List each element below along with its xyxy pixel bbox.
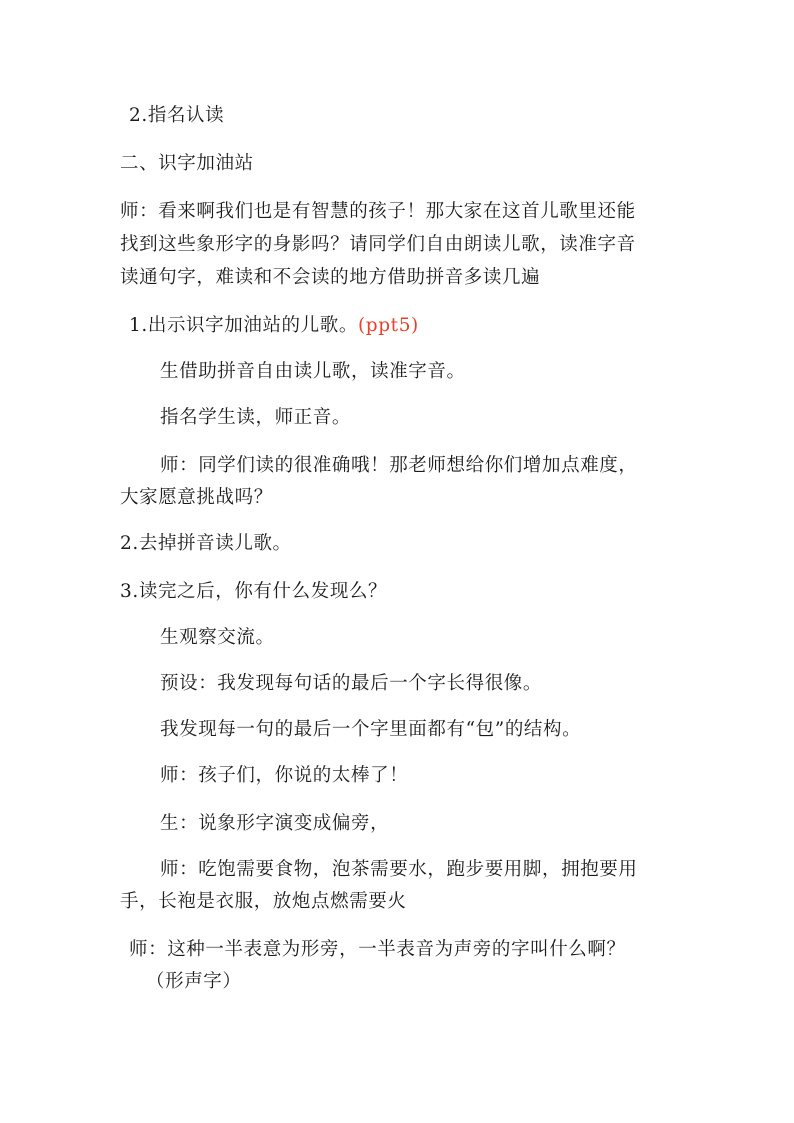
prediction-line: 预设：我发现每句话的最后一个字长得很像。	[160, 673, 543, 694]
teacher-examples-line-1: 师：吃饱需要食物，泡茶需要水，跑步要用脚，拥抱要用	[160, 859, 638, 880]
student-explanation-line: 生：说象形字演变成偏旁，	[160, 813, 390, 834]
step-1-line	[129, 314, 419, 338]
teacher-praise-line: 师：孩子们，你说的太棒了！	[160, 765, 409, 786]
answer-line: （形声字）	[146, 971, 242, 992]
step-2-heading: 2.指名认读	[129, 105, 225, 126]
teacher-challenge-line-2: 大家愿意挑战吗？	[120, 487, 273, 508]
section-heading: 二、识字加油站	[120, 153, 254, 174]
step-2-line: 2.去掉拼音读儿歌。	[120, 533, 292, 554]
teacher-paragraph-line-3: 读通句字，难读和不会读的地方借助拼音多读几遍	[120, 267, 541, 288]
teacher-challenge-line-1: 师：同学们读的很准确哦！那老师想给你们增加点难度，	[160, 455, 638, 476]
teacher-examples-line-2: 手，长袍是衣服，放炮点燃需要火	[120, 891, 407, 912]
student-reading-line: 生借助拼音自由读儿歌，读准字音。	[160, 361, 466, 382]
step-3-line: 3.读完之后，你有什么发现么？	[120, 581, 388, 602]
student-discussion-line: 生观察交流。	[160, 627, 275, 648]
teacher-paragraph-line-1: 师：看来啊我们也是有智慧的孩子！那大家在这首儿歌里还能	[120, 201, 636, 222]
step-1-text: 1.出示识字加油站的儿歌。	[129, 315, 358, 336]
teacher-question-line: 师：这种一半表意为形旁，一半表音为声旁的字叫什么啊？	[129, 939, 626, 960]
discovery-line: 我发现每一句的最后一个字里面都有“包”的结构。	[160, 719, 582, 740]
teacher-paragraph-line-2: 找到这些象形字的身影吗？请同学们自由朗读儿歌，读准字音	[120, 234, 636, 255]
teacher-correction-line: 指名学生读，师正音。	[160, 407, 352, 428]
ppt-reference: (ppt5)	[357, 315, 419, 336]
